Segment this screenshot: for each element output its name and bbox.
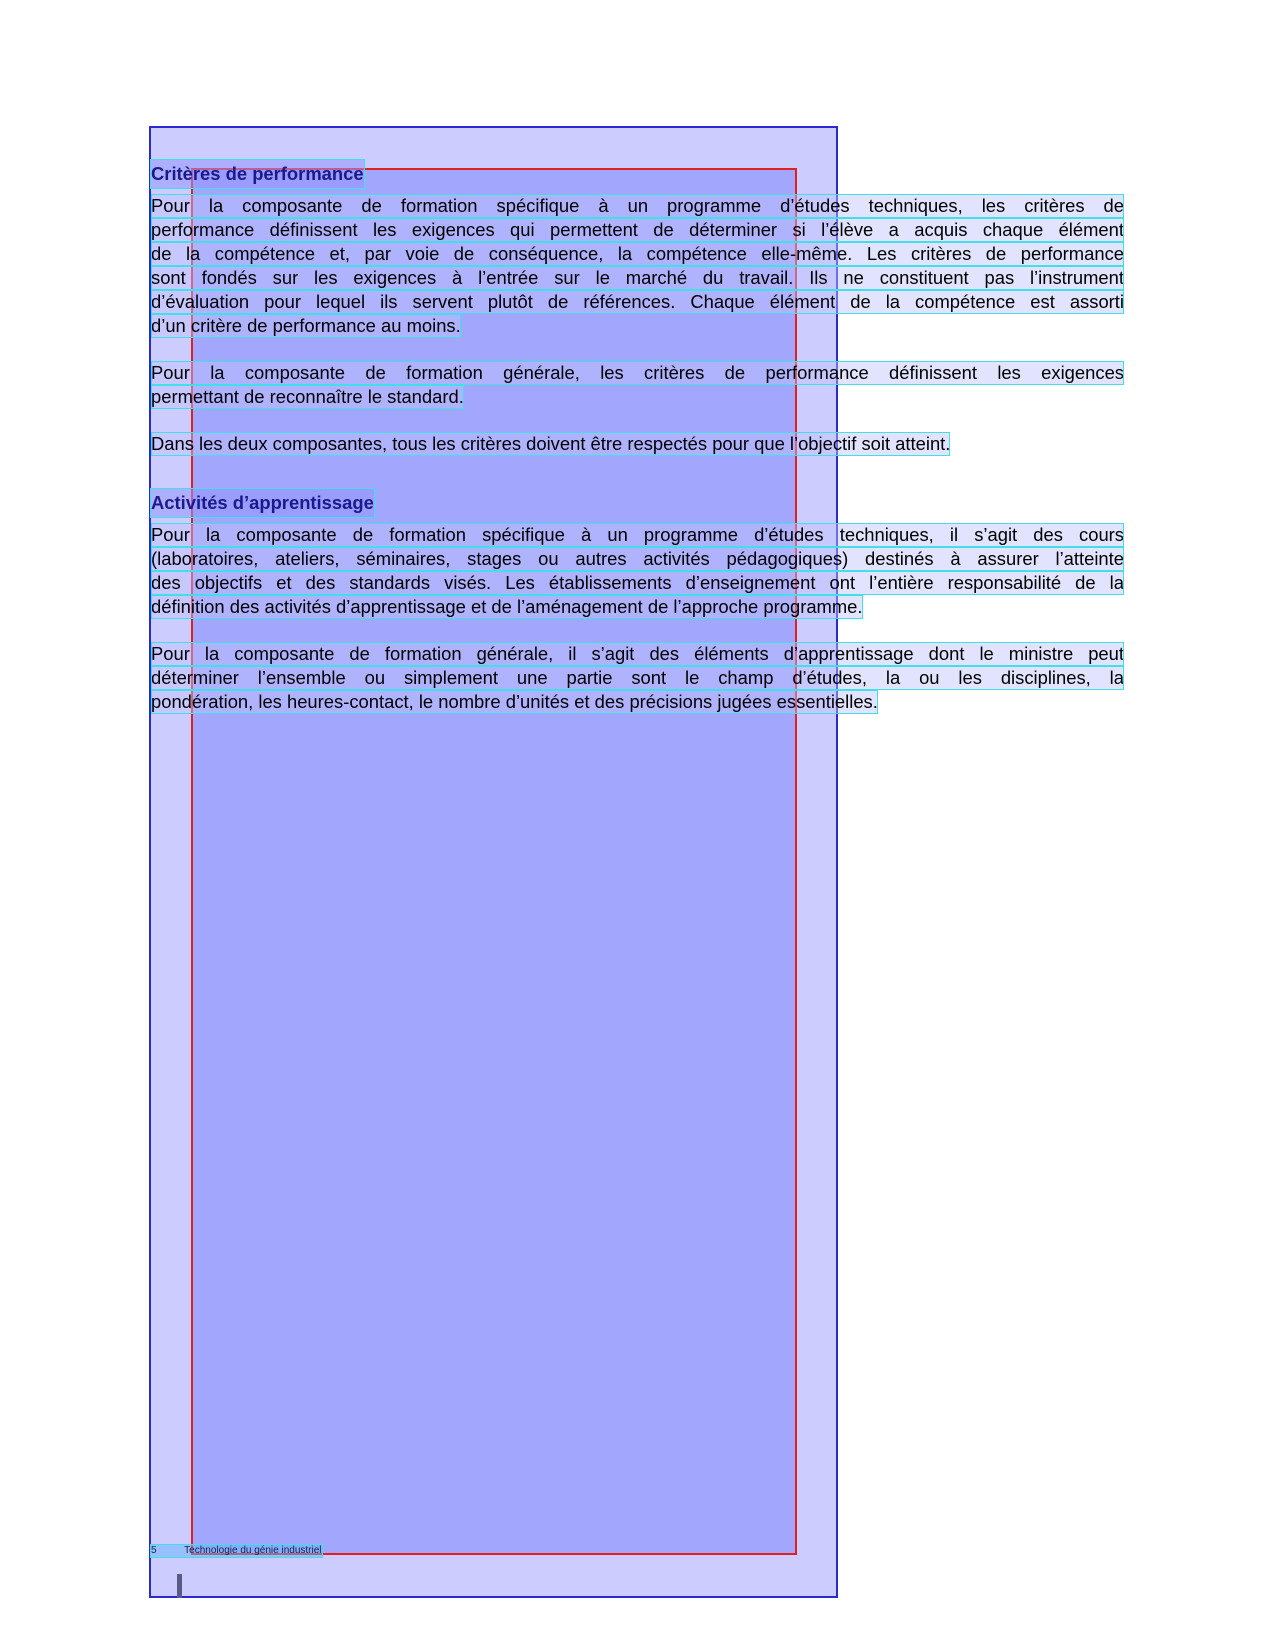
text-line: des objectifs et des standards visés. Les établissements d’enseignement ont l’entière responsabilité de la <box>151 572 1124 593</box>
text-line: d’évaluation pour lequel ils servent plutôt de références. Chaque élément de la compétence est assorti <box>151 291 1124 312</box>
paragraph-criteres-specifique <box>151 194 1124 338</box>
text-line: permettant de reconnaître le standard. <box>151 386 464 407</box>
text-line: de la compétence et, par voie de conséquence, la compétence elle-même. Les critères de performance <box>151 243 1124 264</box>
text-line: pondération, les heures-contact, le nombre d’unités et des précisions jugées essentielles. <box>151 691 878 712</box>
footer-program-title: Technologie du génie industriel <box>184 1545 322 1556</box>
page-number: 5 <box>151 1545 157 1556</box>
page-marker <box>177 1574 182 1598</box>
paragraph-criteres-deux-composantes <box>151 432 1124 456</box>
text-line: Dans les deux composantes, tous les critères doivent être respectés pour que l’objectif soit atteint. <box>151 433 951 454</box>
text-line: Pour la composante de formation spécifique à un programme d’études techniques, les critères de <box>151 195 1124 216</box>
text-line: déterminer l’ensemble ou simplement une partie sont le champ d’études, la ou les disciplines, la <box>151 667 1124 688</box>
text-line: sont fondés sur les exigences à l’entrée sur le marché du travail. Ils ne constituent pas l’instrument <box>151 267 1124 288</box>
text-line: Pour la composante de formation spécifique à un programme d’études techniques, il s’agit des cours <box>151 524 1124 545</box>
page-footer <box>151 1545 322 1557</box>
text-line: d’un critère de performance au moins. <box>151 315 461 336</box>
text-line: Pour la composante de formation générale, les critères de performance définissent les exigences <box>151 362 1124 383</box>
paragraph-criteres-generale <box>151 361 1124 409</box>
paragraph-activites-specifique <box>151 523 1124 619</box>
heading-activites-apprentissage: Activités d’apprentissage <box>151 489 374 517</box>
heading-criteres-performance: Critères de performance <box>151 160 364 188</box>
document-content <box>151 160 1124 714</box>
text-line: définition des activités d’apprentissage et de l’aménagement de l’approche programme. <box>151 596 863 617</box>
text-line: (laboratoires, ateliers, séminaires, stages ou autres activités pédagogiques) destinés à assurer l’atteinte <box>151 548 1124 569</box>
text-line: performance définissent les exigences qui permettent de déterminer si l’élève a acquis chaque élément <box>151 219 1124 240</box>
paragraph-activites-generale <box>151 642 1124 714</box>
text-line: Pour la composante de formation générale, il s’agit des éléments d’apprentissage dont le ministre peut <box>151 643 1124 664</box>
